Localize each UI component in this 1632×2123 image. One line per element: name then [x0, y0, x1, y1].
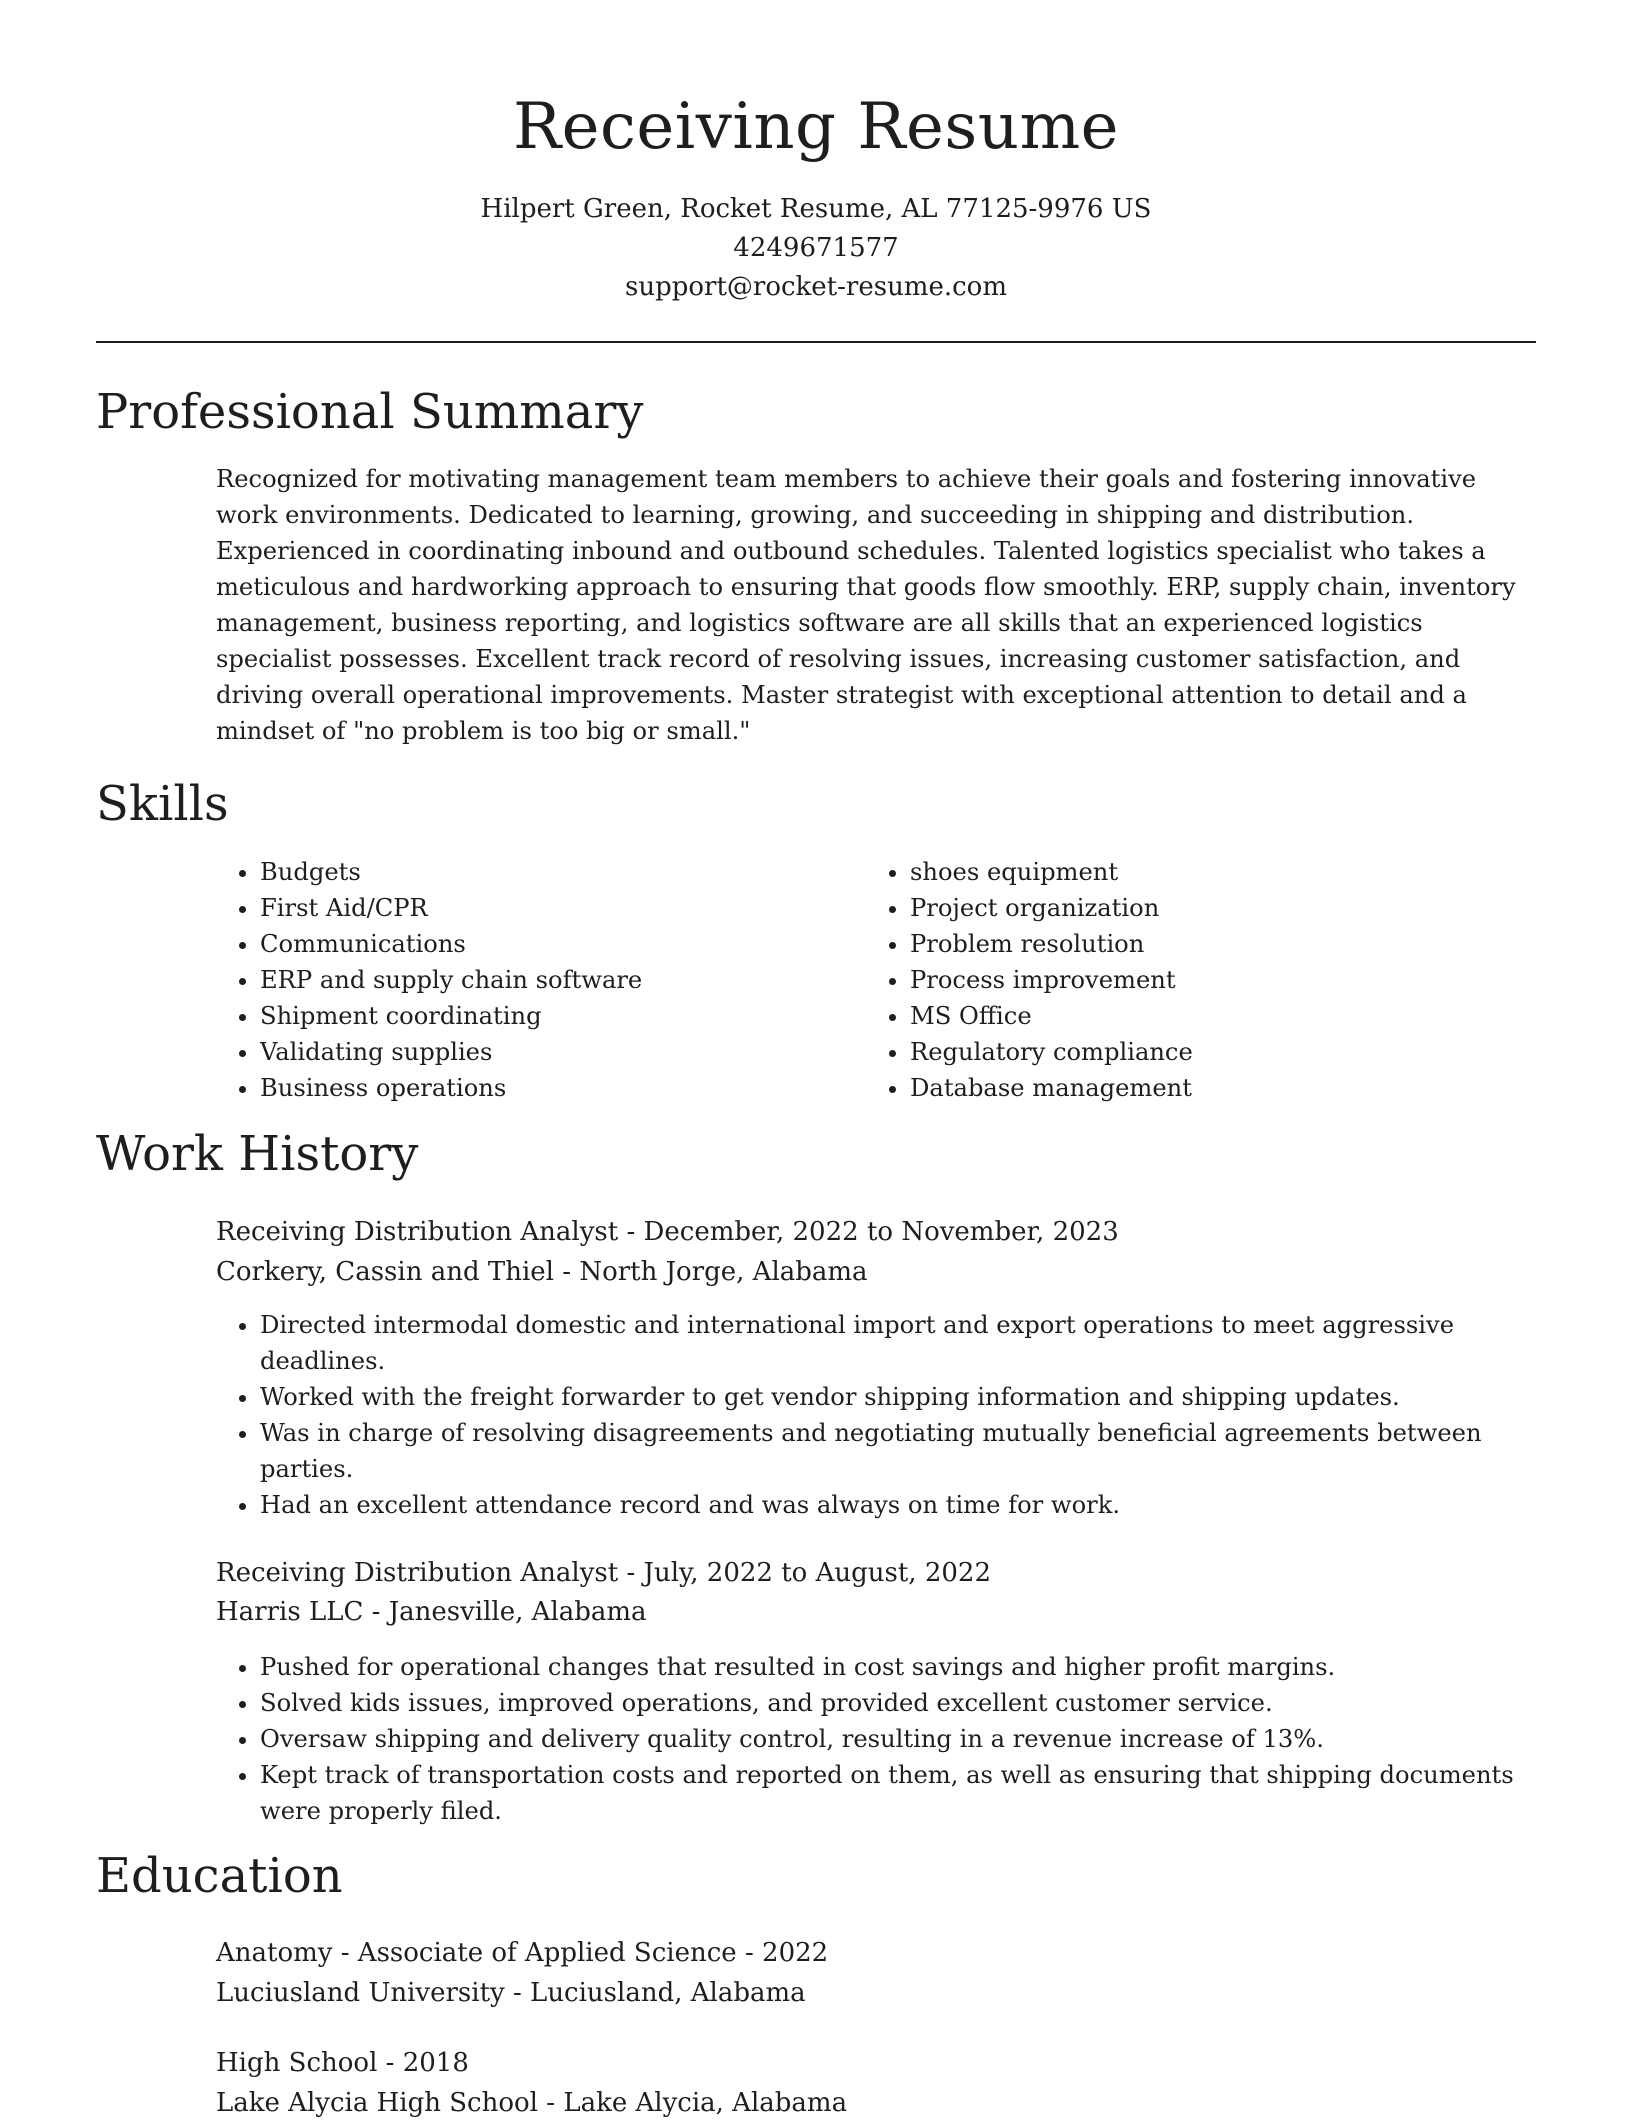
skill-item: • Problem resolution — [910, 926, 1510, 962]
separator: - — [377, 2048, 403, 2078]
job-company: Corkery, Cassin and Thiel — [216, 1257, 554, 1287]
education-school: Lake Alycia High School — [216, 2088, 538, 2118]
education-year: 2018 — [402, 2048, 469, 2078]
job-company-line — [216, 1252, 868, 1292]
job-company: Harris LLC — [216, 1597, 364, 1627]
job-bullet: • Directed intermodal domestic and international import and export operations to meet aggressive deadlines. — [260, 1307, 1536, 1379]
work-heading: Work History — [96, 1126, 419, 1182]
skills-column-right — [866, 854, 1510, 1106]
skill-item: • ERP and supply chain software — [260, 962, 860, 998]
education-degree-line — [216, 1933, 828, 1973]
contact-block — [96, 190, 1536, 307]
education-degree-line — [216, 2043, 469, 2083]
skill-item: • Regulatory compliance — [910, 1034, 1510, 1070]
education-year: 2022 — [762, 1938, 829, 1968]
job-bullet: • Oversaw shipping and delivery quality control, resulting in a revenue increase of 13%. — [260, 1721, 1536, 1757]
skill-item: • Project organization — [910, 890, 1510, 926]
skills-column-left — [216, 854, 860, 1106]
education-heading: Education — [96, 1848, 343, 1904]
skills-heading: Skills — [96, 776, 229, 832]
skill-item: • Process improvement — [910, 962, 1510, 998]
separator: - — [736, 1938, 763, 1968]
separator: - — [332, 1938, 358, 1968]
skill-item: • Budgets — [260, 854, 860, 890]
job-bullet: • Solved kids issues, improved operations, and provided excellent customer service. — [260, 1685, 1536, 1721]
skill-item: • Communications — [260, 926, 860, 962]
contact-phone: 4249671577 — [733, 233, 899, 263]
job-bullet: • Kept track of transportation costs and reported on them, as well as ensuring that shipping documents were properly filed. — [260, 1757, 1536, 1829]
separator: - — [553, 1257, 580, 1287]
skill-item: • First Aid/CPR — [260, 890, 860, 926]
skill-item: • Validating supplies — [260, 1034, 860, 1070]
education-school: Luciusland University — [216, 1978, 505, 2008]
education-school-line — [216, 2083, 847, 2123]
skill-item: • Database management — [910, 1070, 1510, 1106]
job-bullet: • Worked with the freight forwarder to get vendor shipping information and shipping updates. — [260, 1379, 1536, 1415]
job-bullet: • Was in charge of resolving disagreements and negotiating mutually beneficial agreements between parties. — [260, 1415, 1536, 1487]
education-location: Luciusland, Alabama — [530, 1978, 806, 2008]
education-degree: Associate of Applied Science — [357, 1938, 737, 1968]
job-dates: December, 2022 to November, 2023 — [643, 1217, 1119, 1247]
job-bullet: • Pushed for operational changes that resulted in cost savings and higher profit margins. — [260, 1649, 1536, 1685]
separator: - — [618, 1558, 644, 1588]
skill-item: • shoes equipment — [910, 854, 1510, 890]
separator: - — [504, 1978, 531, 2008]
job-company-line — [216, 1592, 647, 1632]
header-divider — [96, 341, 1536, 343]
job-title: Receiving Distribution Analyst — [216, 1558, 619, 1588]
summary-text: Recognized for motivating management team members to achieve their goals and fostering innovative work environments. Dedicated to learning, growing, and succeeding in shipping and distribution. Experienced in coordinating inbound and outbound schedules. Talented logistics specialist who takes a meticulous and hardworking approach to ensuring that goods flow smoothly. ERP, supply chain, inventory management, business reporting, and logistics software are all skills that an experienced logistics specialist possesses. Excellent track record of resolving issues, increasing customer satisfaction, and driving overall operational improvements. Master strategist with exceptional attention to detail and a mindset of "no problem is too big or small." — [216, 465, 1516, 745]
education-field: Anatomy — [216, 1938, 333, 1968]
education-field: High School — [216, 2048, 378, 2078]
job-bullet: • Had an excellent attendance record and was always on time for work. — [260, 1487, 1536, 1523]
resume-title: Receiving Resume — [512, 90, 1120, 164]
job-title-line — [216, 1553, 991, 1593]
job-location: North Jorge, Alabama — [579, 1257, 868, 1287]
skill-item: • Shipment coordinating — [260, 998, 860, 1034]
job-title: Receiving Distribution Analyst — [216, 1217, 619, 1247]
job-title-line — [216, 1212, 1119, 1252]
contact-email: support@rocket-resume.com — [624, 272, 1007, 302]
separator: - — [618, 1217, 644, 1247]
job-bullets — [216, 1649, 1536, 1829]
separator: - — [537, 2088, 564, 2118]
education-location: Lake Alycia, Alabama — [563, 2088, 848, 2118]
education-school-line — [216, 1973, 806, 2013]
job-dates: July, 2022 to August, 2022 — [643, 1558, 991, 1588]
job-bullets — [216, 1307, 1536, 1523]
skill-item: • MS Office — [910, 998, 1510, 1034]
job-location: Janesville, Alabama — [388, 1597, 647, 1627]
separator: - — [363, 1597, 389, 1627]
contact-address: Hilpert Green, Rocket Resume, AL 77125-9976 US — [480, 194, 1152, 224]
summary-heading: Professional Summary — [96, 384, 644, 440]
skill-item: • Business operations — [260, 1070, 860, 1106]
